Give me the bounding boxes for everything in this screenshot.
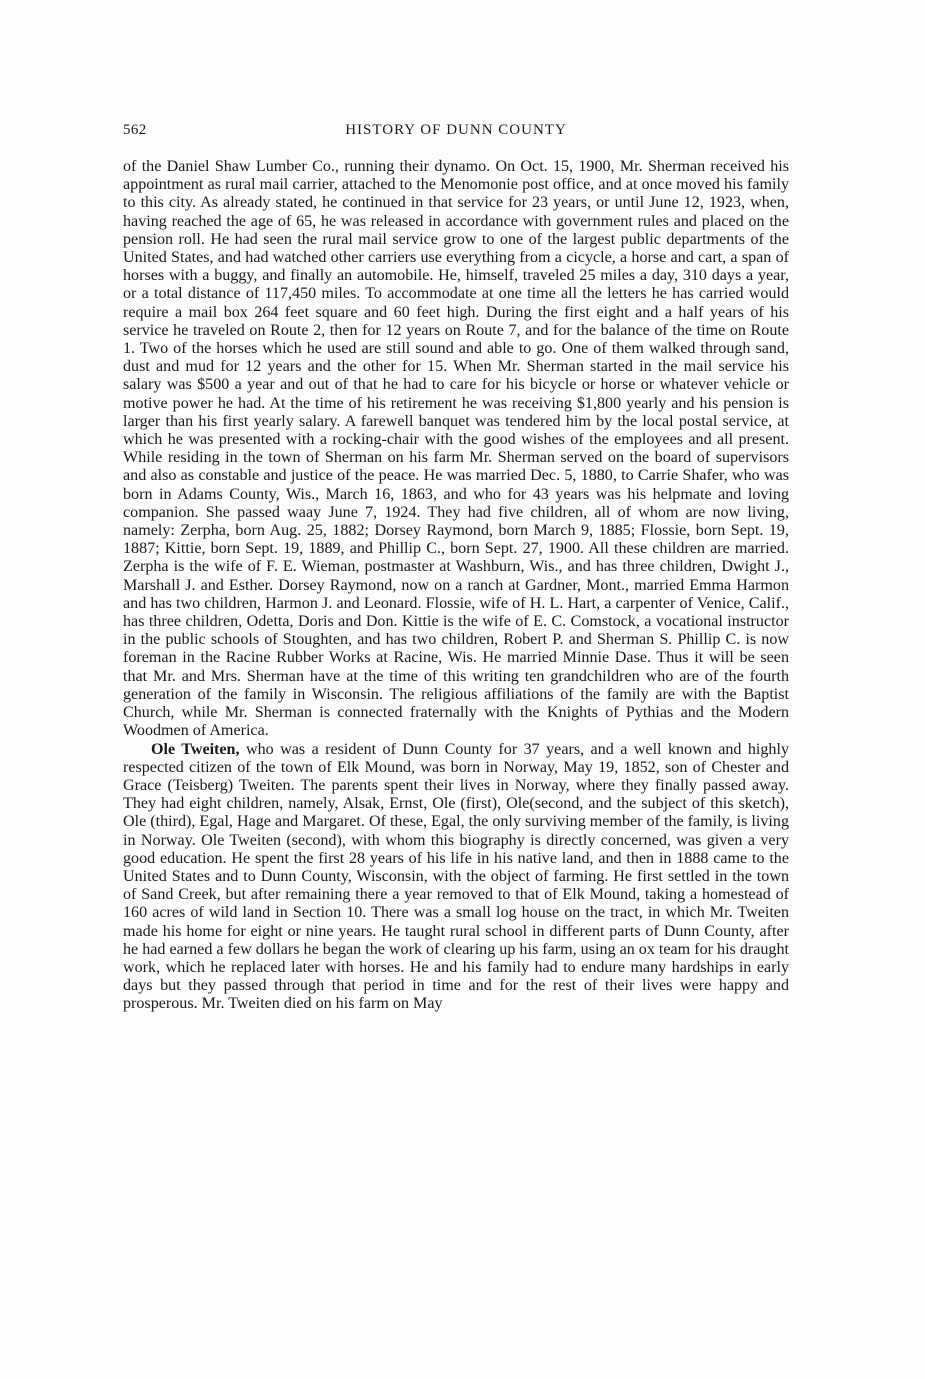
paragraph-text: of the Daniel Shaw Lumber Co., running their dynamo. On Oct. 15, 1900, Mr. Sherman received his appointment as rural mail carrier, attached to the Menomonie post office, and at once moved his family to this city. As already stated, he continued in that service for 23 years, or until June 12, 1923, when, having reached the age of 65, he was released in accordance with government rules and placed on the pension roll. He had seen the rural mail service grow to one of the largest public departments of the United States, and had watched other carriers use everything from a cicycle, a horse and cart, a span of horses with a buggy, and finally an automobile. He, himself, traveled 25 miles a day, 310 days a year, or a total distance of 117,450 miles. To accommodate at one time all the letters he has carried would require a mail box 264 feet square and 60 feet high. During the first eight and a half years of his service he traveled on Route 2, then for 12 years on Route 7, and for the balance of the time on Route 1. Two of the horses which he used are still sound and able to go. One of them walked through sand, dust and mud for 12 years and the other for 15. When Mr. Sherman started in the mail service his salary was $500 a year and out of that he had to care for his bicycle or horse or whatever vehicle or motive power he had. At the time of his retirement he was receiving $1,800 yearly and his pension is larger than his first yearly salary. A farewell banquet was tendered him by the local postal service, at which he was presented with a rocking-chair with the good wishes of the employees and all present. While residing in the town of Sherman on his farm Mr. Sherman served on the board of supervisors and also as constable and justice of the peace. He was married Dec. 5, 1880, to Carrie Shafer, who was born in Adams County, Wis., March 16, 1863, and who for 43 years was his helpmate and loving companion. She passed waay June 7, 1924. They had five children, all of whom are now living, namely: Zerpha, born Aug. 25, 1882; Dorsey Raymond, born March 9, 1885; Flossie, born Sept. 19, 1887; Kittie, born Sept. 19, 1889, and Phillip C., born Sept. 27, 1900. All these children are married. Zerpha is the wife of F. E. Wieman, postmaster at Washburn, Wis., and has three children, Dwight J., Marshall J. and Esther. Dorsey Raymond, now on a ranch at Gardner, Mont., married Emma Harmon and has two children, Harmon J. and Leonard. Flossie, wife of H. L. Hart, a carpenter of Venice, Calif., has three children, Odetta, Doris and Don. Kittie is the wife of E. C. Comstock, a vocational instructor in the public schools of Stoughten, and has two children, Robert P. and Sherman S. Phillip C. is now foreman in the Racine Rubber Works at Racine, Wis. He married Minnie Dase. Thus it will be seen that Mr. and Mrs. Sherman have at the time of this writing ten grandchildren who are of the fourth generation of the family in Wisconsin. The religious affiliations of the family are with the Baptist Church, while Mr. Sherman is connected fraternally with the Knights of Pythias and the Modern Woodmen of America. (123, 158, 789, 740)
running-head: HISTORY OF DUNN COUNTY (345, 122, 567, 138)
page-header (123, 122, 789, 142)
paragraph-ole-tweiten (123, 741, 789, 1014)
paragraph-text: who was a resident of Dunn County for 37 years, and a well known and highly respected citizen of the town of Elk Mound, was born in Norway, May 19, 1852, son of Chester and Grace (Teisberg) Tweiten. The parents spent their lives in Norway, where they finally passed away. They had eight children, namely, Alsak, Ernst, Ole (first), Ole(second, and the subject of this sketch), Ole (third), Egal, Hage and Margaret. Of these, Egal, the only surviving member of the family, is living in Norway. Ole Tweiten (second), with whom this biography is directly concerned, was given a very good education. He spent the first 28 years of his life in his native land, and then in 1888 came to the United States and to Dunn County, Wisconsin, with the object of farming. He first settled in the town of Sand Creek, but after remaining there a year removed to that of Elk Mound, taking a homestead of 160 acres of wild land in Section 10. There was a small log house on the tract, in which Mr. Tweiten made his home for eight or nine years. He taught rural school in different parts of Dunn County, after he had earned a few dollars he began the work of clearing up his farm, using an ox team for his draught work, which he replaced later with horses. He and his family had to endure many hardships in early days but they passed through that period in time and for the rest of their lives were happy and prosperous. Mr. Tweiten died on his farm on May (123, 740, 789, 1013)
paragraph-sherman-continued (123, 158, 789, 741)
page-number: 562 (123, 122, 147, 138)
body-text (123, 158, 789, 1014)
biography-subject-name: Ole Tweiten, (151, 740, 240, 758)
